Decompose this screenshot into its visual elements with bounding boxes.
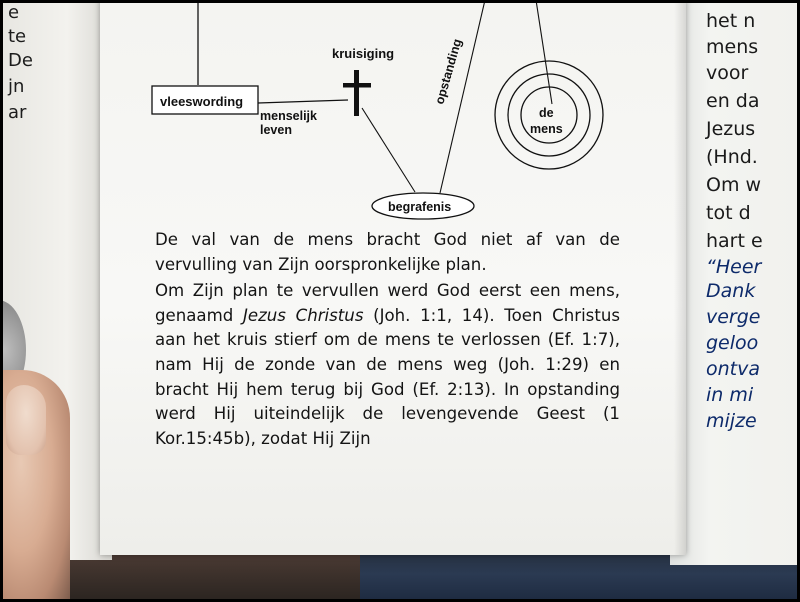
left-page-line: De	[8, 50, 33, 71]
right-page-line: in mi	[706, 384, 754, 406]
line-to-begrafenis	[362, 108, 415, 192]
right-page-line: voor	[706, 62, 749, 84]
right-page-line: Dank	[706, 280, 756, 302]
right-page-line: het n	[706, 10, 756, 32]
menselijk-label: menselijk	[260, 109, 317, 123]
right-page-line: (Hnd.	[706, 146, 758, 168]
right-page-line: tot d	[706, 202, 751, 224]
brochure-page	[100, 0, 686, 555]
left-page-line: jn	[8, 76, 25, 97]
body-text	[155, 228, 620, 453]
right-page-line: verge	[706, 306, 761, 328]
paragraph-2	[155, 279, 620, 451]
right-page-line: mens	[706, 36, 759, 58]
right-page-line: Jezus	[706, 118, 756, 140]
right-page-line: hart e	[706, 230, 763, 252]
line-to-cross	[258, 100, 348, 103]
left-page-line: e	[8, 2, 20, 23]
mens-label: mens	[530, 122, 563, 136]
right-page-line: mijze	[706, 410, 757, 432]
paragraph-2-start: Om Zijn plan te vervullen werd God eerst een mens, genaamd	[155, 281, 620, 325]
vleeswording-label: vleeswording	[160, 94, 244, 109]
thumbnail-highlight	[6, 385, 46, 455]
right-page-line: geloo	[706, 332, 759, 354]
left-page-line: te	[8, 26, 27, 47]
paragraph-2-end: (Joh. 1:1, 14). Toen Christus aan het kruis stierf om de mens te verlossen (Ef. 1:7), nam Hij de zonde van de mens weg (Joh. 1:29) en bracht Hij hem terug bij God (Ef. 2:13). In opstanding werd Hij uiteindelijk de levengevende Geest (1 Kor.15:45b), zodat Hij Zijn	[155, 305, 620, 448]
kruisiging-label: kruisiging	[332, 46, 395, 61]
right-page-line: en da	[706, 90, 760, 112]
cross-icon	[343, 70, 371, 116]
leven-label: leven	[260, 123, 292, 137]
right-page-line: ontva	[706, 358, 761, 380]
opstanding-label: opstanding	[432, 37, 465, 106]
jezus-christus-italic: Jezus Christus	[242, 305, 364, 325]
right-page-line: Om w	[706, 174, 762, 196]
right-page	[670, 0, 800, 565]
right-page-line: “Heer	[706, 256, 762, 278]
begrafenis-label: begrafenis	[388, 200, 452, 214]
salvation-diagram	[100, 0, 686, 225]
de-label: de	[539, 106, 554, 120]
paragraph-1: De val van de mens bracht God niet af van de vervulling van Zijn oorspronkelijke plan.	[155, 230, 620, 274]
left-page-line: ar	[8, 102, 27, 123]
